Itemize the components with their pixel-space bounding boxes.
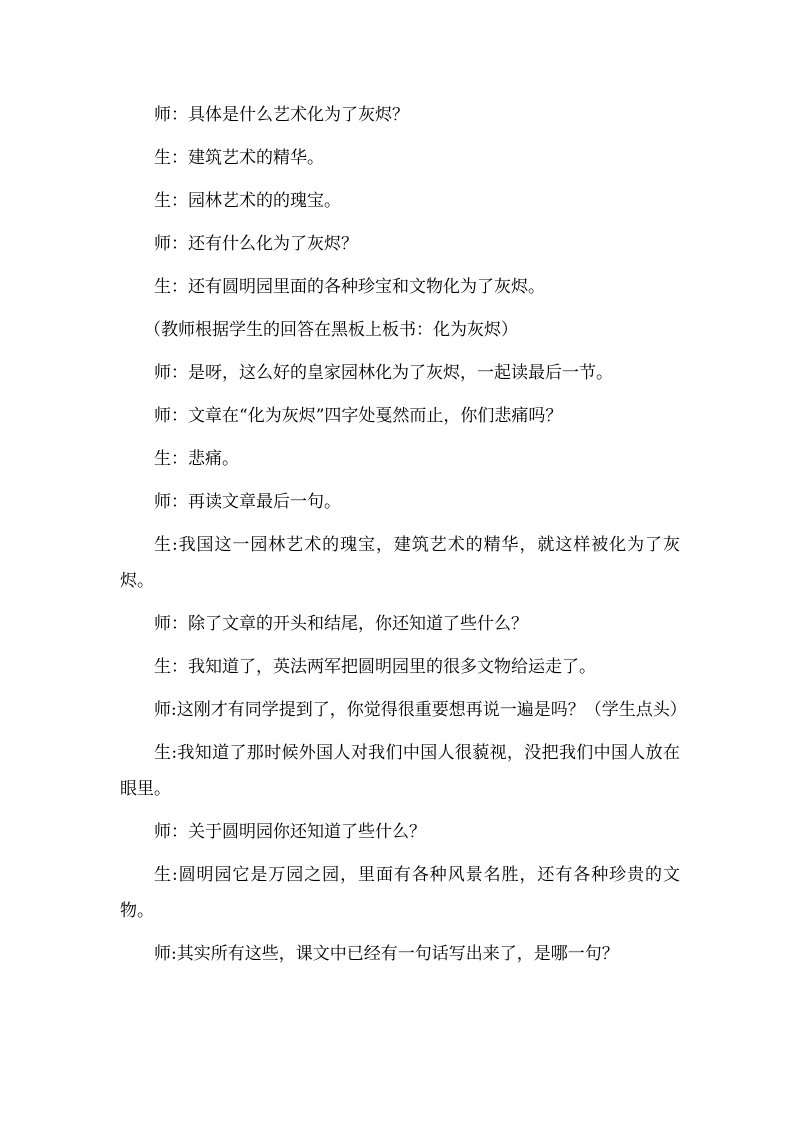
paragraph-12: 师：除了文章的开头和结尾，你还知道了些什么？ — [154, 614, 528, 634]
paragraph-1: 师：具体是什么艺术化为了灰烬？ — [154, 105, 409, 125]
paragraph-16: 师：关于圆明园你还知道了些什么？ — [154, 822, 426, 842]
paragraph-4: 师：还有什么化为了灰烬？ — [154, 234, 358, 254]
paragraph-8: 师：文章在“化为灰烬”四字处戛然而止，你们悲痛吗？ — [154, 406, 563, 426]
paragraph-17: 生:圆明园它是万园之园，里面有各种风景名胜，还有各种珍贵的文物。 — [120, 865, 680, 921]
paragraph-11: 生:我国这一园林艺术的瑰宝，建筑艺术的精华，就这样被化为了灰烬。 — [120, 535, 680, 591]
paragraph-2: 生：建筑艺术的精华。 — [154, 148, 324, 168]
paragraph-15: 生:我知道了那时候外国人对我们中国人很藐视，没把我们中国人放在眼里。 — [120, 743, 680, 799]
paragraph-5: 生：还有圆明园里面的各种珍宝和文物化为了灰烬。 — [154, 277, 545, 297]
paragraph-3: 生：园林艺术的的瑰宝。 — [154, 191, 341, 211]
paragraph-10: 师：再读文章最后一句。 — [154, 492, 341, 512]
paragraph-14: 师:这刚才有同学提到了，你觉得很重要想再说一遍是吗？（学生点头） — [154, 700, 687, 720]
document-body — [120, 97, 687, 979]
paragraph-9: 生：悲痛。 — [154, 449, 239, 469]
paragraph-6-teacher-note: （教师根据学生的回答在黑板上板书：化为灰烬） — [144, 320, 518, 340]
paragraph-13: 生：我知道了，英法两军把圆明园里的很多文物给运走了。 — [154, 657, 596, 677]
paragraph-18: 师:其实所有这些，课文中已经有一句话写出来了，是哪一句？ — [154, 944, 619, 964]
paragraph-7: 师：是呀，这么好的皇家园林化为了灰烬，一起读最后一节。 — [154, 363, 613, 383]
